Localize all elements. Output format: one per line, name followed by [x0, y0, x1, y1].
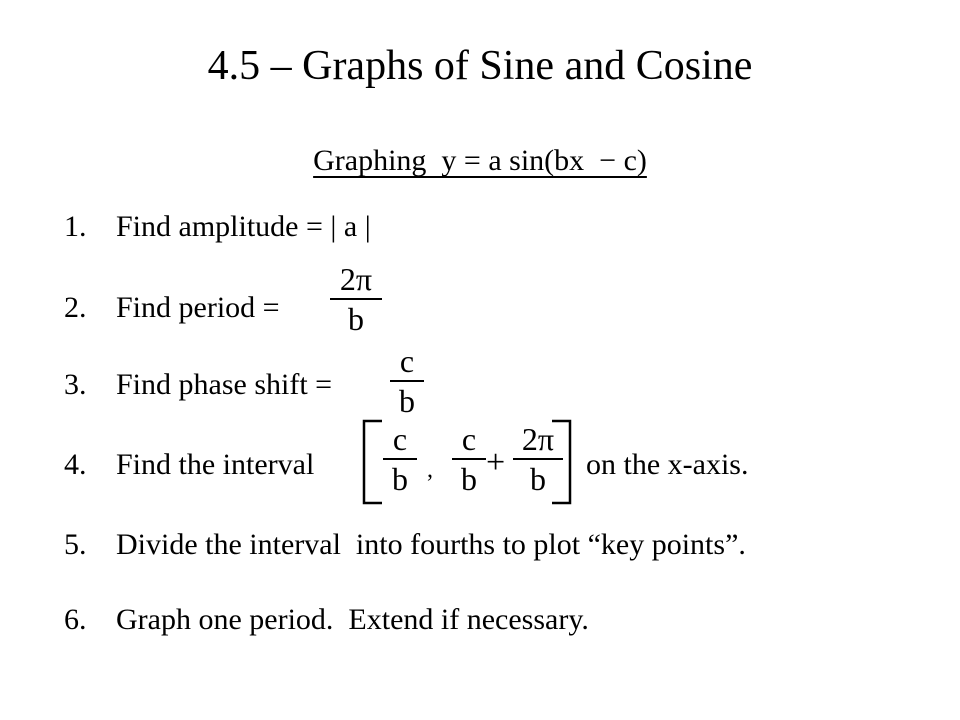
step-1 — [64, 209, 371, 245]
step-text: Graph one period. Extend if necessary. — [116, 603, 589, 636]
step-number: 5. — [64, 528, 87, 561]
subtitle-text: Graphing y = a sin(bx − c) — [313, 144, 647, 177]
fraction-denominator: b — [399, 383, 415, 419]
step-number: 4. — [64, 448, 87, 481]
step-text: Find phase shift = — [116, 368, 333, 401]
fraction-numerator: 2π — [339, 261, 373, 297]
step-4 — [64, 447, 314, 483]
step-3 — [64, 367, 332, 403]
step-text: Divide the interval into fourths to plot “key points”. — [116, 528, 746, 561]
fraction-numerator: c — [399, 343, 415, 379]
interval-right-second-fraction — [513, 420, 563, 498]
fraction-denominator: b — [530, 461, 546, 497]
slide-subtitle — [0, 143, 960, 179]
step-5 — [64, 527, 746, 563]
fraction-denominator: b — [348, 301, 364, 337]
fraction-denominator: b — [392, 461, 408, 497]
slide-title: 4.5 – Graphs of Sine and Cosine — [207, 43, 753, 89]
step-number: 3. — [64, 368, 87, 401]
step-2 — [64, 290, 280, 326]
step-text: Find the interval — [116, 448, 315, 481]
step-text: Find period = — [116, 291, 280, 324]
fraction-denominator: b — [461, 461, 477, 497]
interval-suffix: on the x-axis. — [586, 448, 749, 481]
fraction-numerator: c — [461, 421, 477, 457]
fraction-numerator: c — [392, 421, 408, 457]
step-6 — [64, 602, 589, 638]
fraction-numerator: 2π — [521, 421, 555, 457]
interval-plus: + — [486, 444, 506, 481]
left-bracket-icon — [364, 421, 382, 503]
period-fraction — [330, 260, 382, 338]
interval-right-first-fraction — [452, 420, 486, 498]
interval-left-fraction — [383, 420, 417, 498]
step-number: 6. — [64, 603, 87, 636]
interval-separator: , — [427, 457, 433, 483]
step-text: Find amplitude = | a | — [116, 210, 371, 243]
step-number: 2. — [64, 291, 87, 324]
phase-shift-fraction — [390, 342, 424, 420]
step-number: 1. — [64, 210, 87, 243]
